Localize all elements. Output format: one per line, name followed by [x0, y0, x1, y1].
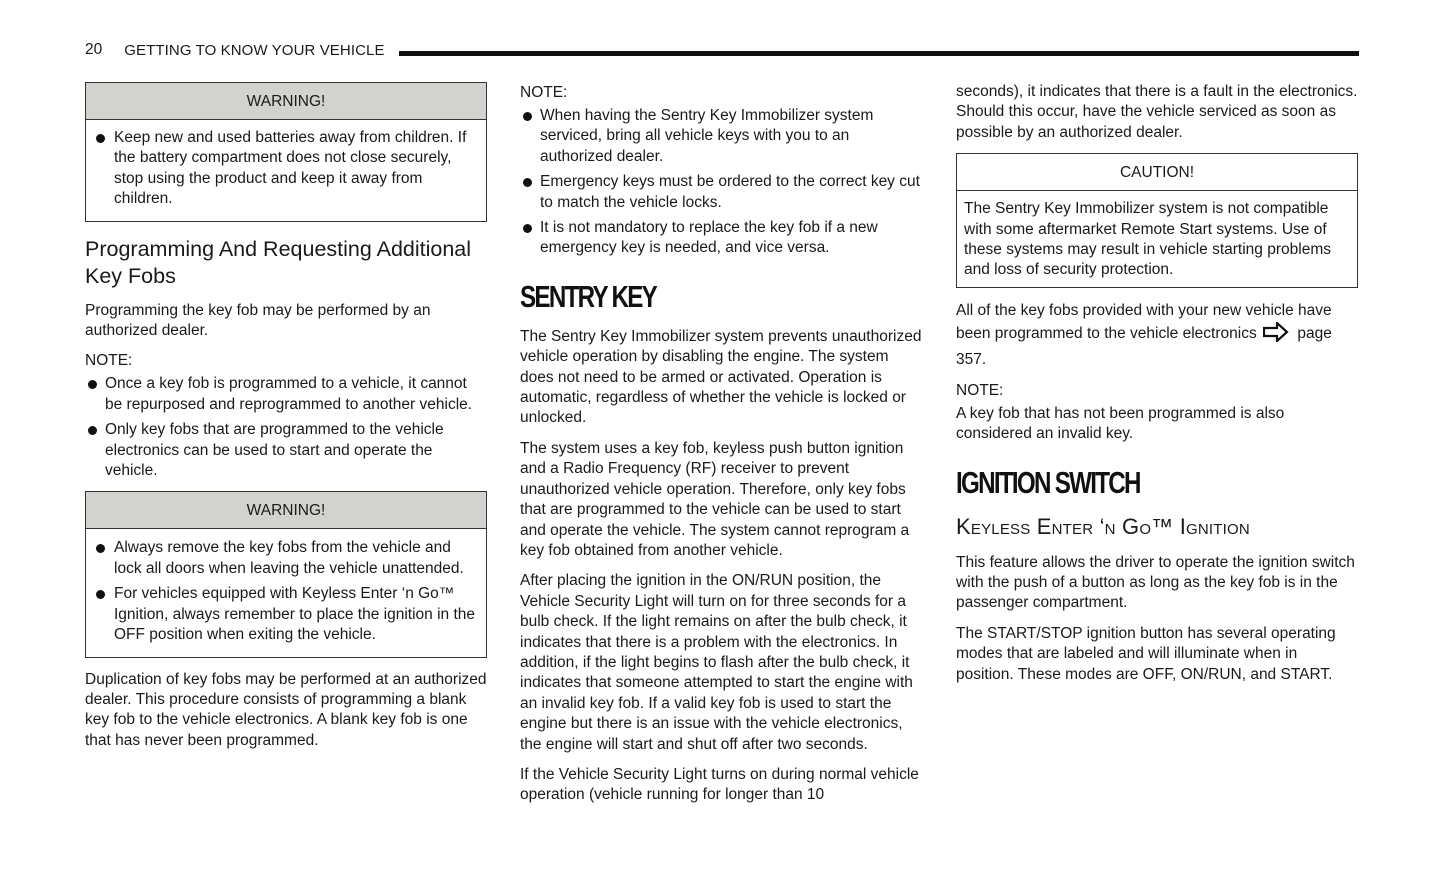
warning-title: WARNING! — [86, 492, 486, 529]
warning-box-key-fobs — [85, 491, 487, 657]
keyfobs-paragraph: All of the key fobs provided with your new vehicle have been programmed to the vehicle electronics page 357. — [956, 301, 1332, 368]
paragraph: This feature allows the driver to operate the ignition switch with the push of a button as long as the key fob is in the passenger compartment. — [956, 553, 1355, 612]
note-item: Emergency keys must be ordered to the correct key cut to match the vehicle locks. — [520, 172, 922, 213]
header-rule — [399, 51, 1359, 56]
section-title-sentry-key: SENTRY KEY — [520, 278, 657, 314]
column-3 — [956, 82, 1358, 695]
paragraph: After placing the ignition in the ON/RUN position, the Vehicle Security Light will turn on for three seconds for a bulb check. If the light remains on after the bulb check, it indicates that there is a problem with the electronics. In addition, if the light begins to flash after the bulb check, it indicates that someone attempted to start the engine with an invalid key fob. If a valid key fob is used to start the engine but there is an issue with the vehicle electronics, the engine will start and shut off after two seconds. — [520, 572, 913, 753]
warning-title: WARNING! — [86, 83, 486, 120]
note-list — [520, 106, 922, 259]
paragraph: The Sentry Key Immobilizer system prevents unauthorized vehicle operation by disabling the engine. The system does not need to be armed or activated. Operation is automatic, regardless of whether the vehicle is locked or unlocked. — [520, 327, 922, 427]
paragraph: The START/STOP ignition button has several operating modes that are labeled and will illuminate when in position. These modes are OFF, ON/RUN, and START. — [956, 624, 1336, 683]
column-2 — [520, 83, 922, 816]
note-item: It is not mandatory to replace the key fob if a new emergency key is needed, and vice versa. — [520, 218, 922, 259]
subsection-title-keyless-enter-n-go: Keyless Enter ‘n Go™ Ignition — [956, 513, 1250, 539]
note-item: Once a key fob is programmed to a vehicle, it cannot be repurposed and reprogrammed to another vehicle. — [85, 374, 487, 415]
note-item: When having the Sentry Key Immobilizer system serviced, bring all vehicle keys with you to an authorized dealer. — [520, 106, 922, 167]
section-title-ignition-switch: IGNITION SWITCH — [956, 464, 1140, 500]
caution-text: The Sentry Key Immobilizer system is not compatible with some aftermarket Remote Start systems. Use of these systems may result in vehicle starting problems and loss of security protection. — [964, 200, 1331, 279]
warning-item: For vehicles equipped with Keyless Enter ‘n Go™ Ignition, always remember to place the ignition in the OFF position when exiting the vehicle. — [93, 584, 478, 645]
arrow-right-icon[interactable] — [1263, 322, 1289, 349]
warning-box-batteries — [85, 82, 487, 222]
paragraph: If the Vehicle Security Light turns on during normal vehicle operation (vehicle running for longer than 10 — [520, 765, 919, 804]
warning-item: Always remove the key fobs from the vehicle and lock all doors when leaving the vehicle unattended. — [93, 538, 478, 579]
intro-paragraph: Programming the key fob may be performed by an authorized dealer. — [85, 301, 431, 340]
continued-paragraph: seconds), it indicates that there is a fault in the electronics. Should this occur, have the vehicle serviced as soon as possible by an authorized dealer. — [956, 83, 1358, 141]
column-1 — [85, 82, 487, 761]
page-number: 20 — [85, 41, 103, 58]
caution-box — [956, 153, 1358, 288]
caution-title: CAUTION! — [957, 154, 1357, 191]
note-label: NOTE: — [956, 381, 1004, 399]
page-header — [85, 38, 1359, 62]
page-reference-link[interactable]: page 357. — [956, 324, 1332, 368]
duplication-paragraph: Duplication of key fobs may be performed at an authorized dealer. This procedure consists of programming a blank key fob to the vehicle electronics. A blank key fob is one that has never been programmed. — [85, 670, 487, 749]
paragraph: The system uses a key fob, keyless push button ignition and a Radio Frequency (RF) receiver to prevent unauthorized vehicle operation. Therefore, only key fobs that are programmed to the vehicle can be used to start and operate the vehicle. The system cannot reprogram a key fob obtained from another vehicle. — [520, 439, 910, 559]
note-list — [85, 374, 487, 481]
note-label: NOTE: — [85, 352, 133, 370]
note-text: A key fob that has not been programmed is also considered an invalid key. — [956, 404, 1285, 443]
note-item: Only key fobs that are programmed to the vehicle electronics can be used to start and operate the vehicle. — [85, 420, 487, 481]
note-label: NOTE: — [520, 84, 568, 101]
chapter-title: GETTING TO KNOW YOUR VEHICLE — [124, 41, 385, 59]
subheading-programming-key-fobs: Programming And Requesting Additional Key Fobs — [85, 236, 472, 288]
warning-item: Keep new and used batteries away from children. If the battery compartment does not close securely, stop using the product and keep it away from children. — [93, 128, 478, 210]
